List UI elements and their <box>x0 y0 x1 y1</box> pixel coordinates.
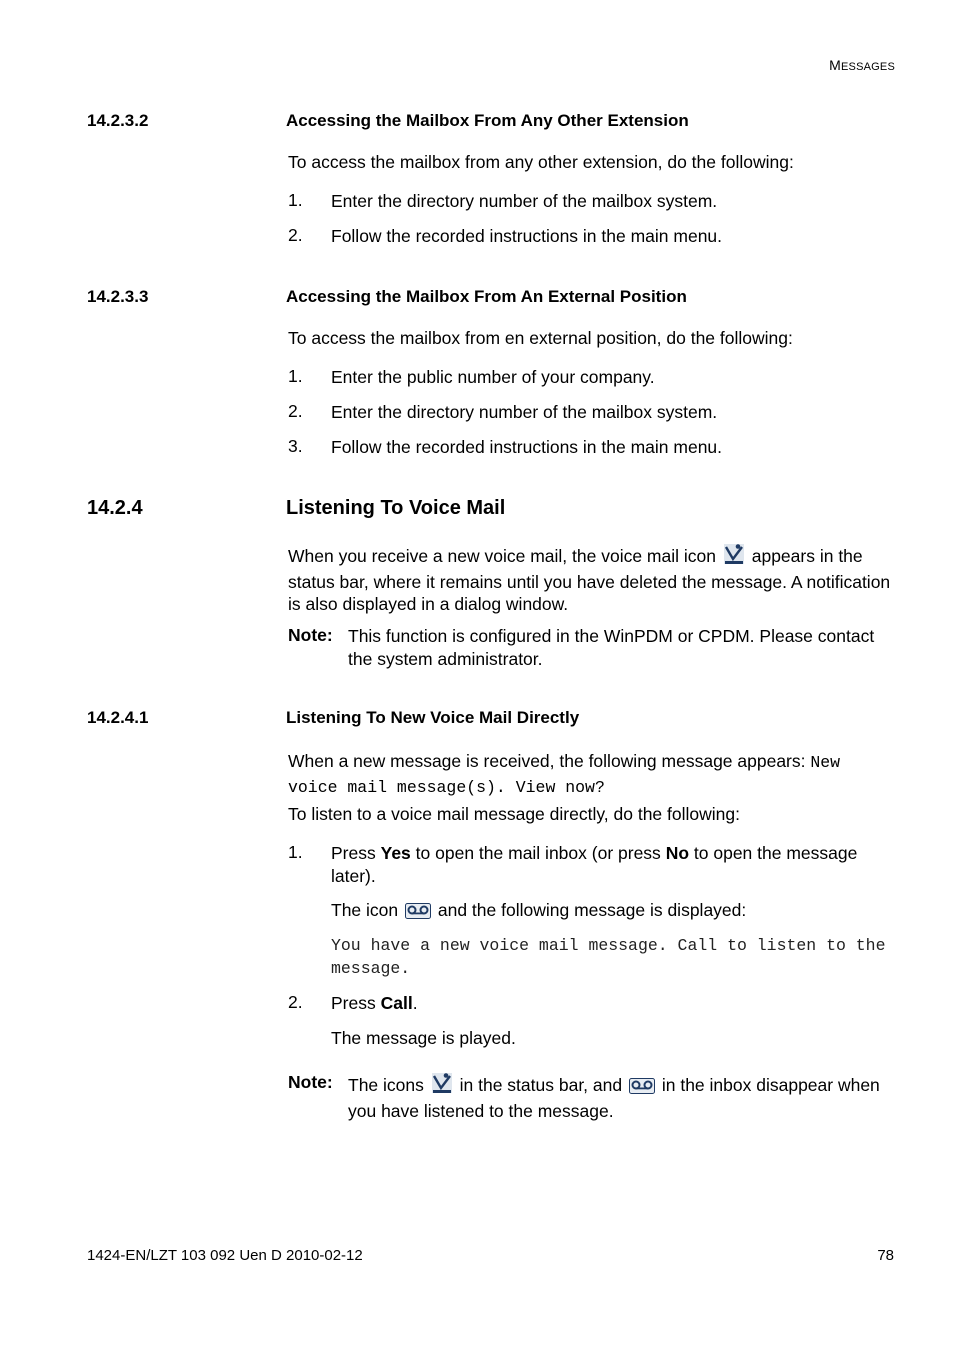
yes-key-label: Yes <box>380 843 411 863</box>
section-title: Listening To Voice Mail <box>286 497 506 519</box>
voicemail-status-icon <box>723 543 745 571</box>
note-text-part: in the inbox disappear when you have listened to the message. <box>348 1075 880 1121</box>
step-text: Enter the directory number of the mailbox system. <box>331 402 718 422</box>
step-text-part: . <box>412 993 418 1013</box>
note-label: Note: <box>288 1072 333 1092</box>
header-rest: ESSAGES <box>841 61 895 73</box>
step-text-part: Press <box>331 843 376 863</box>
section-number: 14.2.3.3 <box>87 287 149 306</box>
section-number: 14.2.4.1 <box>87 708 149 727</box>
step-text-part: to open the mail inbox (or press <box>415 843 661 863</box>
note-text <box>348 1072 900 1122</box>
header-cap: M <box>829 57 842 73</box>
intro-paragraph: To listen to a voice mail message directly, do the following: <box>288 804 740 824</box>
note-label: Note: <box>288 625 333 645</box>
step-text: Enter the public number of your company. <box>331 367 655 387</box>
voicemail-tape-icon <box>629 1077 655 1100</box>
step-text-part: Press <box>331 993 376 1013</box>
section-number: 14.2.3.2 <box>87 111 149 130</box>
voicemail-paragraph <box>288 543 898 616</box>
step-number: 2. <box>288 401 303 421</box>
step-number: 2. <box>288 992 303 1012</box>
para-text: When a new message is received, the following message appears: <box>288 751 806 771</box>
step-number: 1. <box>288 842 303 862</box>
footer-doc-id: 1424-EN/LZT 103 092 Uen D 2010-02-12 <box>87 1247 363 1264</box>
note-text-part: The icons <box>348 1075 424 1095</box>
step-subtext <box>331 899 899 925</box>
section-number: 14.2.4 <box>87 497 143 519</box>
step-subtext: The message is played. <box>331 1028 516 1048</box>
step-text: Enter the directory number of the mailbox system. <box>331 191 718 211</box>
note-text-part: in the status bar, and <box>459 1075 623 1095</box>
para-text: appears in the status bar, where it remains until you have deleted the message. A notification is also displayed in a dialog window. <box>288 546 891 614</box>
step-text-part: The icon <box>331 900 399 920</box>
intro-paragraph: To access the mailbox from en external position, do the following: <box>288 328 793 348</box>
voicemail-tape-icon <box>405 902 431 925</box>
step-text <box>331 992 899 1015</box>
step-text: Follow the recorded instructions in the main menu. <box>331 437 723 457</box>
step-number: 3. <box>288 436 303 456</box>
step-text <box>331 842 899 887</box>
step-number: 1. <box>288 366 303 386</box>
no-key-label: No <box>665 843 690 863</box>
running-header <box>829 57 895 73</box>
new-message-paragraph <box>288 750 898 799</box>
step-number: 1. <box>288 190 303 210</box>
step-text: Follow the recorded instructions in the main menu. <box>331 226 723 246</box>
voicemail-status-icon <box>431 1072 453 1100</box>
step-text-part: to open the message later). <box>331 843 858 886</box>
page-number: 78 <box>877 1247 894 1264</box>
call-key-label: Call <box>380 993 413 1013</box>
step-number: 2. <box>288 225 303 245</box>
message-text: New voice mail message(s). View now? <box>288 753 841 797</box>
para-text: When you receive a new voice mail, the voice mail icon <box>288 546 716 566</box>
section-title: Listening To New Voice Mail Directly <box>286 708 580 727</box>
section-title: Accessing the Mailbox From An External Position <box>286 287 687 306</box>
display-message: You have a new voice mail message. Call to listen to the message. <box>331 936 886 978</box>
note-text: This function is configured in the WinPDM or CPDM. Please contact the system administrator. <box>348 626 875 669</box>
intro-paragraph: To access the mailbox from any other extension, do the following: <box>288 152 794 172</box>
step-text-part: and the following message is displayed: <box>437 900 747 920</box>
section-title: Accessing the Mailbox From Any Other Extension <box>286 111 689 130</box>
